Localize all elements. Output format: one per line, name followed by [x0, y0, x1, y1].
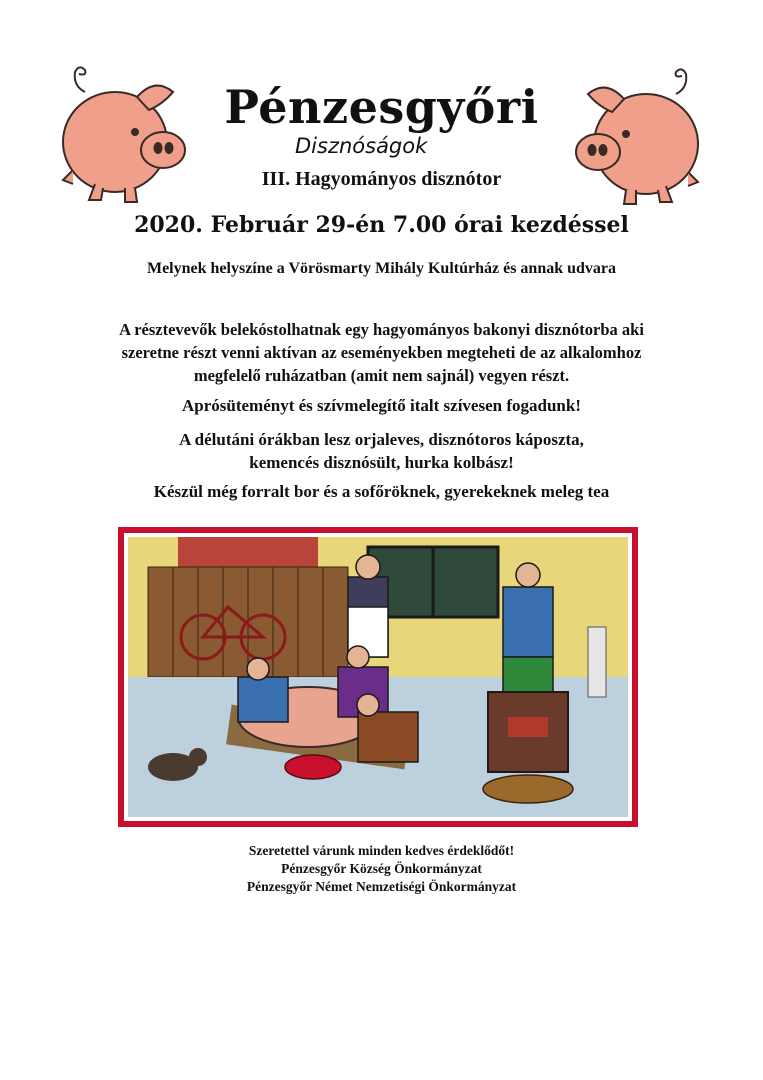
footer-municipality: Pénzesgyőr Község Önkormányzat: [281, 861, 482, 876]
footer-invite: Szeretettel várunk minden kedves érdeklődőt!: [248, 843, 515, 858]
paragraph-donations: Aprósüteményt és szívmelegítő italt szívesen fogadunk!: [182, 396, 581, 415]
paragraph-participation: [60, 318, 703, 387]
paragraph-line: A délutáni órákban lesz orjaleves, disznótoros káposzta,: [179, 430, 584, 449]
paragraph-drinks: Készül még forralt bor és a sofőröknek, gyerekeknek meleg tea: [153, 482, 610, 501]
footer-signature: [0, 842, 763, 896]
paragraph-line: A résztevevők belekóstolhatnak egy hagyományos bakonyi disznótorba aki: [119, 320, 644, 339]
illustration-scene: [118, 527, 638, 827]
page-title: Pénzesgyőri: [224, 80, 539, 134]
paragraph-line: szeretne részt venni aktívan az eseményekben megteheti de az alkalomhoz: [121, 343, 642, 362]
footer-german-minority: Pénzesgyőr Német Nemzetiségi Önkormányzat: [246, 879, 517, 894]
event-name: III. Hagyományos disznótor: [261, 168, 502, 190]
event-venue: Melynek helyszíne a Vörösmarty Mihály Kultúrház és annak udvara: [146, 260, 617, 277]
paragraph-menu: [60, 428, 703, 474]
event-date: 2020. Február 29-én 7.00 órai kezdéssel: [134, 212, 629, 238]
page-subtitle: Disznóságok: [295, 134, 428, 158]
pig-slaughter-illustration: [118, 527, 638, 827]
paragraph-line: kemencés disznósült, hurka kolbász!: [249, 453, 514, 472]
paragraph-line: megfelelő ruházatban (amit nem sajnál) vegyen részt.: [193, 366, 570, 385]
